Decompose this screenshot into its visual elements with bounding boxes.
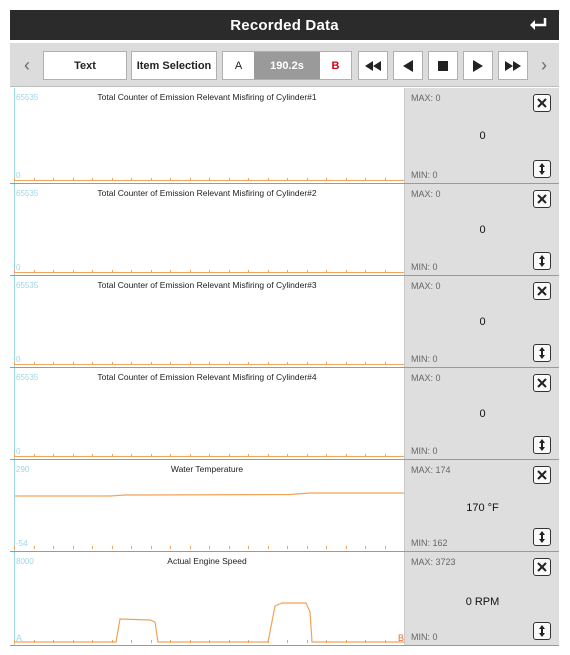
x-axis-tick [307,270,308,273]
value-sidebar [404,88,559,183]
y-min-label: 0 [16,355,21,364]
expand-icon[interactable] [533,344,551,362]
current-value: 0 [479,316,486,328]
graph-title: Total Counter of Emission Relevant Misfiring of Cylinder#2 [97,188,317,198]
close-icon[interactable] [533,374,551,392]
y-max-label: 65535 [16,189,39,198]
stop-icon [438,61,448,71]
x-axis-tick [229,640,230,643]
x-axis-tick [190,546,191,549]
fast-forward-icon [505,61,521,71]
x-axis-tick [131,362,132,365]
expand-icon[interactable] [533,252,551,270]
x-axis-tick [229,270,230,273]
max-value: MAX: 3723 [411,557,456,567]
x-axis-tick [53,362,54,365]
graph-area [10,460,404,551]
x-axis-tick [229,546,230,549]
x-axis-tick [92,546,93,549]
x-axis-tick [112,546,113,549]
x-axis-tick [346,178,347,181]
x-axis-tick [14,270,15,273]
x-axis-tick [365,546,366,549]
x-axis-tick [53,454,54,457]
x-axis-tick [151,362,152,365]
x-axis-ticks [14,270,404,273]
x-axis-tick [248,454,249,457]
graph-title: Total Counter of Emission Relevant Misfiring of Cylinder#3 [97,280,317,290]
x-axis-tick [209,270,210,273]
x-axis-tick [326,454,327,457]
x-axis-tick [53,270,54,273]
graph-title: Actual Engine Speed [167,556,247,566]
x-axis-tick [131,640,132,643]
max-value: MAX: 0 [411,281,441,291]
x-axis-tick [287,454,288,457]
x-axis-tick [287,270,288,273]
graph-panel-engine-speed [10,552,559,646]
x-axis-tick [151,178,152,181]
graph-area [10,276,404,367]
marker-a-button[interactable]: A [222,51,254,80]
x-axis-tick [92,270,93,273]
x-axis-tick [190,178,191,181]
x-axis-tick [92,178,93,181]
x-axis-tick [112,640,113,643]
x-axis-tick [34,454,35,457]
x-axis-tick [73,640,74,643]
current-value: 0 [479,408,486,420]
x-axis-tick [346,362,347,365]
x-axis-tick [287,546,288,549]
value-sidebar [404,368,559,459]
x-axis-tick [209,362,210,365]
x-axis-tick [112,270,113,273]
x-axis-tick [131,454,132,457]
x-axis-tick [92,454,93,457]
x-axis-tick [190,270,191,273]
play-button[interactable] [463,51,493,80]
close-icon[interactable] [533,466,551,484]
x-axis-tick [34,640,35,643]
trace-line [10,552,404,646]
x-axis-tick [73,454,74,457]
x-axis-ticks [14,454,404,457]
value-sidebar [404,552,559,645]
value-sidebar [404,460,559,551]
x-axis-tick [268,362,269,365]
x-axis-tick [190,454,191,457]
x-axis-tick [248,362,249,365]
step-back-button[interactable] [393,51,423,80]
min-value: MIN: 0 [411,262,438,272]
x-axis-tick [151,454,152,457]
x-axis-tick [268,546,269,549]
x-axis-tick [53,178,54,181]
x-axis-tick [326,640,327,643]
chevron-right-icon: › [541,55,547,75]
trace-line [10,460,404,552]
x-axis-ticks [14,362,404,365]
min-value: MIN: 0 [411,632,438,642]
x-axis-tick [112,454,113,457]
x-axis-tick [131,178,132,181]
graph-title: Total Counter of Emission Relevant Misfiring of Cylinder#1 [97,92,317,102]
marker-b-button[interactable]: B [320,51,352,80]
x-axis-tick [151,546,152,549]
x-axis-tick [268,178,269,181]
max-value: MAX: 0 [411,189,441,199]
graph-area [10,88,404,183]
x-axis-tick [229,454,230,457]
max-value: MAX: 0 [411,373,441,383]
max-value: MAX: 174 [411,465,451,475]
close-icon[interactable] [533,558,551,576]
current-value: 0 RPM [465,596,500,608]
x-axis-tick [365,270,366,273]
x-axis-ticks [14,640,404,643]
x-axis-tick [385,270,386,273]
x-axis-tick [268,454,269,457]
x-axis-tick [365,640,366,643]
x-axis-tick [190,362,191,365]
x-axis-tick [53,546,54,549]
x-axis-tick [346,270,347,273]
x-axis-ticks [14,178,404,181]
x-axis-tick [170,362,171,365]
graph-title: Water Temperature [170,464,244,474]
play-icon [473,60,483,72]
x-axis-tick [34,362,35,365]
x-axis-tick [151,270,152,273]
x-axis-tick [170,454,171,457]
x-axis-tick [209,454,210,457]
close-icon[interactable] [533,282,551,300]
expand-icon[interactable] [533,436,551,454]
x-axis-tick [385,178,386,181]
y-max-label: 8000 [16,557,34,566]
marker-b-label: B [398,633,405,643]
y-min-label: 0 [16,171,21,180]
x-axis-tick [34,178,35,181]
x-axis-tick [248,640,249,643]
x-axis-tick [92,362,93,365]
graph-area [10,552,404,645]
x-axis-tick [34,270,35,273]
x-axis-tick [346,454,347,457]
step-back-icon [403,60,413,72]
min-value: MIN: 0 [411,354,438,364]
fast-forward-button[interactable] [498,51,528,80]
x-axis-tick [92,640,93,643]
graph-area [10,368,404,459]
stop-button[interactable] [428,51,458,80]
x-axis-tick [73,546,74,549]
x-axis-tick [229,362,230,365]
expand-icon[interactable] [533,160,551,178]
x-axis-tick [190,640,191,643]
x-axis-tick [307,546,308,549]
x-axis-tick [131,270,132,273]
y-min-label: 0 [16,447,21,456]
back-arrow-icon[interactable] [527,15,549,35]
min-value: MIN: 0 [411,170,438,180]
x-axis-tick [73,362,74,365]
x-axis-tick [385,640,386,643]
next-page-button[interactable] [533,51,555,80]
x-axis-tick [326,270,327,273]
close-icon[interactable] [533,94,551,112]
x-axis-tick [385,546,386,549]
x-axis-tick [268,640,269,643]
x-axis-tick [170,546,171,549]
x-axis-tick [248,270,249,273]
x-axis-tick [14,640,15,643]
max-value: MAX: 0 [411,93,441,103]
graph-panel-water-temperature [10,460,559,552]
x-axis-tick [307,178,308,181]
x-axis-tick [287,640,288,643]
x-axis-tick [326,362,327,365]
x-axis-tick [112,362,113,365]
x-axis-tick [326,546,327,549]
x-axis-tick [365,178,366,181]
x-axis-tick [346,546,347,549]
x-axis-tick [151,640,152,643]
rewind-icon [365,61,381,71]
y-axis [14,88,15,183]
x-axis-tick [170,178,171,181]
x-axis-tick [326,178,327,181]
y-max-label: 290 [16,465,30,474]
x-axis-tick [287,362,288,365]
value-sidebar [404,276,559,367]
prev-page-button[interactable] [16,51,38,80]
x-axis-tick [248,546,249,549]
x-axis-tick [209,640,210,643]
y-min-label: -54 [16,539,28,548]
current-value: 170 °F [466,502,499,514]
x-axis-tick [14,178,15,181]
graph-area [10,184,404,275]
value-sidebar [404,184,559,275]
x-axis-ticks [14,546,404,549]
x-axis-tick [307,454,308,457]
current-value: 0 [479,224,486,236]
expand-icon[interactable] [533,528,551,546]
x-axis-tick [14,454,15,457]
x-axis-tick [53,640,54,643]
graph-panel-cylinder-3 [10,276,559,368]
x-axis-tick [209,546,210,549]
y-max-label: 65535 [16,373,39,382]
x-axis-tick [248,178,249,181]
x-axis-tick [14,546,15,549]
page-title: Recorded Data [230,16,339,34]
x-axis-tick [365,362,366,365]
min-value: MIN: 0 [411,446,438,456]
x-axis-tick [229,178,230,181]
x-axis-tick [170,640,171,643]
rewind-button[interactable] [358,51,388,80]
x-axis-tick [14,362,15,365]
item-selection-button[interactable]: Item Selection [131,51,217,80]
x-axis-tick [73,270,74,273]
current-value: 0 [479,130,486,142]
chevron-left-icon: ‹ [24,55,30,75]
x-axis-tick [385,362,386,365]
min-value: MIN: 162 [411,538,448,548]
y-max-label: 65535 [16,93,39,102]
close-icon[interactable] [533,190,551,208]
toolbar [10,43,559,87]
expand-icon[interactable] [533,622,551,640]
x-axis-tick [112,178,113,181]
x-axis-tick [73,178,74,181]
title-bar [10,10,559,40]
time-value-display: 190.2s [254,51,320,80]
graph-panel-cylinder-1 [10,88,559,184]
x-axis-tick [307,362,308,365]
graph-title: Total Counter of Emission Relevant Misfiring of Cylinder#4 [97,372,317,382]
x-axis-tick [34,546,35,549]
x-axis-tick [346,640,347,643]
x-axis-tick [307,640,308,643]
y-min-label: 0 [16,263,21,272]
graph-panel-cylinder-4 [10,368,559,460]
graph-panel-cylinder-2 [10,184,559,276]
x-axis-tick [385,454,386,457]
x-axis-tick [268,270,269,273]
x-axis-tick [287,178,288,181]
text-button[interactable]: Text [43,51,127,80]
x-axis-tick [170,270,171,273]
x-axis-tick [209,178,210,181]
marker-a-label: A [16,633,23,643]
y-max-label: 65535 [16,281,39,290]
x-axis-tick [131,546,132,549]
x-axis-tick [365,454,366,457]
